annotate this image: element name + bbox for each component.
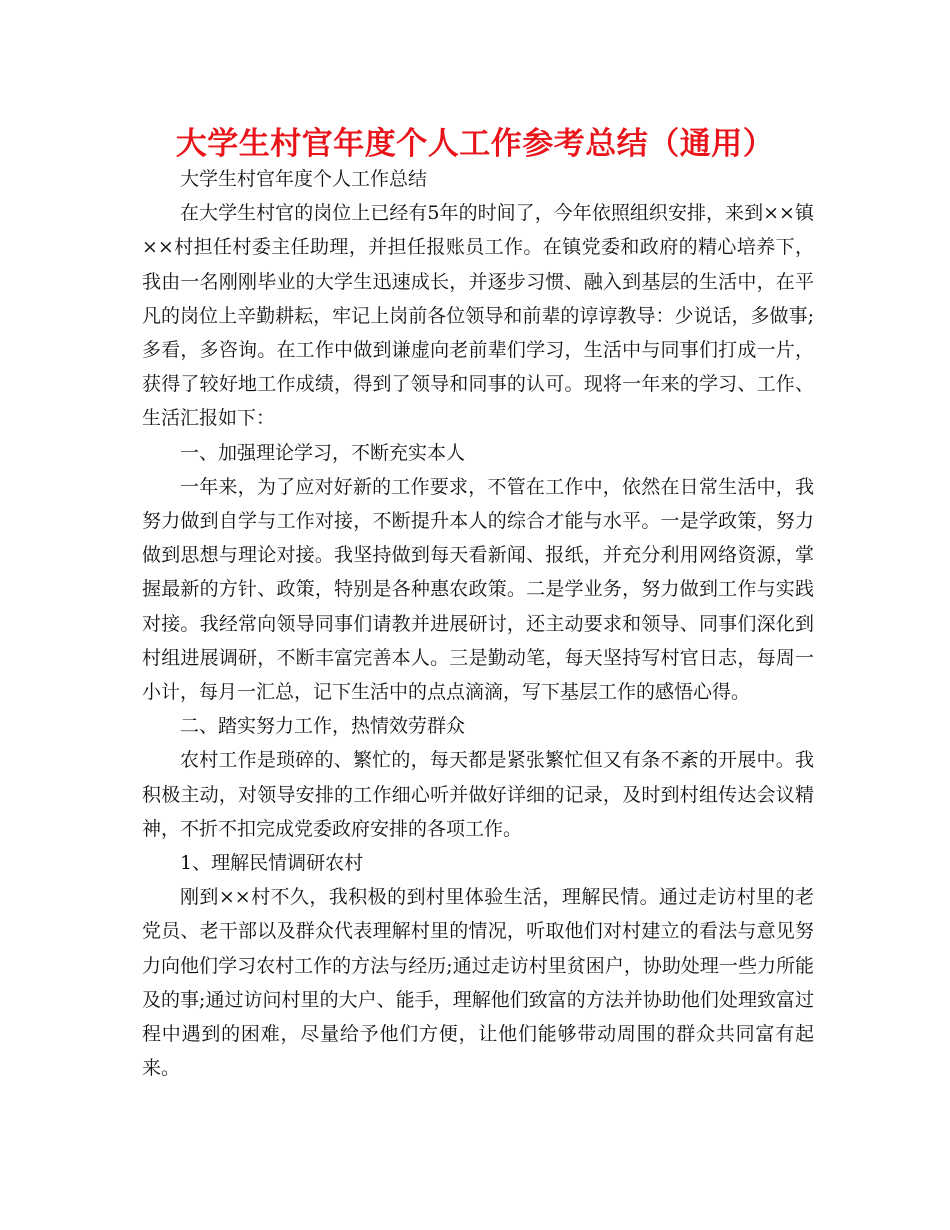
section-heading-1: 一、加强理论学习，不断充实本人 <box>180 441 466 464</box>
section-1-paragraph: 一年来，为了应对好新的工作要求，不管在工作中，依然在日常生活中，我努力做到自学与工作对接，不断提升本人的综合才能与水平。一是学政策，努力做到思想与理论对接。我坚持做到每天看新闻、报纸，并充分利用网络资源，掌握最新的方针、政策，特别是各种惠农政策。二是学业务，努力做到工作与实践对接。我经常向领导同事们请教并进展研讨，还主动要求和领导、同事们深化到村组进展调研，不断丰富完善本人。三是勤动笔，每天坚持写村官日志，每周一小计，每月一汇总，记下生活中的点点滴滴，写下基层工作的感悟心得。 <box>142 475 814 704</box>
document-title: 大学生村官年度个人工作参考总结（通用） <box>175 126 775 162</box>
section-2-paragraph: 农村工作是琐碎的、繁忙的，每天都是紧张繁忙但又有条不紊的开展中。我积极主动，对领导安排的工作细心听并做好详细的记录，及时到村组传达会议精神，不折不扣完成党委政府安排的各项工作。 <box>142 749 814 840</box>
subtitle-paragraph: 大学生村官年度个人工作总结 <box>180 168 428 190</box>
intro-paragraph: 在大学生村官的岗位上已经有5年的时间了，今年依照组织安排，来到××镇××村担任村委主任助理，并担任报账员工作。在镇党委和政府的精心培养下，我由一名刚刚毕业的大学生迅速成长，并逐步习惯、融入到基层的生活中，在平凡的岗位上辛勤耕耘，牢记上岗前各位领导和前辈的谆谆教导：少说话，多做事;多看，多咨询。在工作中做到谦虚向老前辈们学习，生活中与同事们打成一片，获得了较好地工作成绩，得到了领导和同事的认可。现将一年来的学习、工作、生活汇报如下： <box>142 202 814 430</box>
section-heading-2: 二、踏实努力工作，热情效劳群众 <box>180 715 466 738</box>
document-body <box>142 162 814 1085</box>
subsection-heading-1: 1、理解民情调研农村 <box>180 852 364 875</box>
subsection-1-paragraph: 刚到××村不久，我积极的到村里体验生活，理解民情。通过走访村里的老党员、老干部以及群众代表理解村里的情况，听取他们对村建立的看法与意见努力向他们学习农村工作的方法与经历;通过走访村里贫困户，协助处理一些力所能及的事;通过访问村里的大户、能手，理解他们致富的方法并协助他们处理致富过程中遇到的困难，尽量给予他们方便，让他们能够带动周围的群众共同富有起来。 <box>142 886 814 1080</box>
